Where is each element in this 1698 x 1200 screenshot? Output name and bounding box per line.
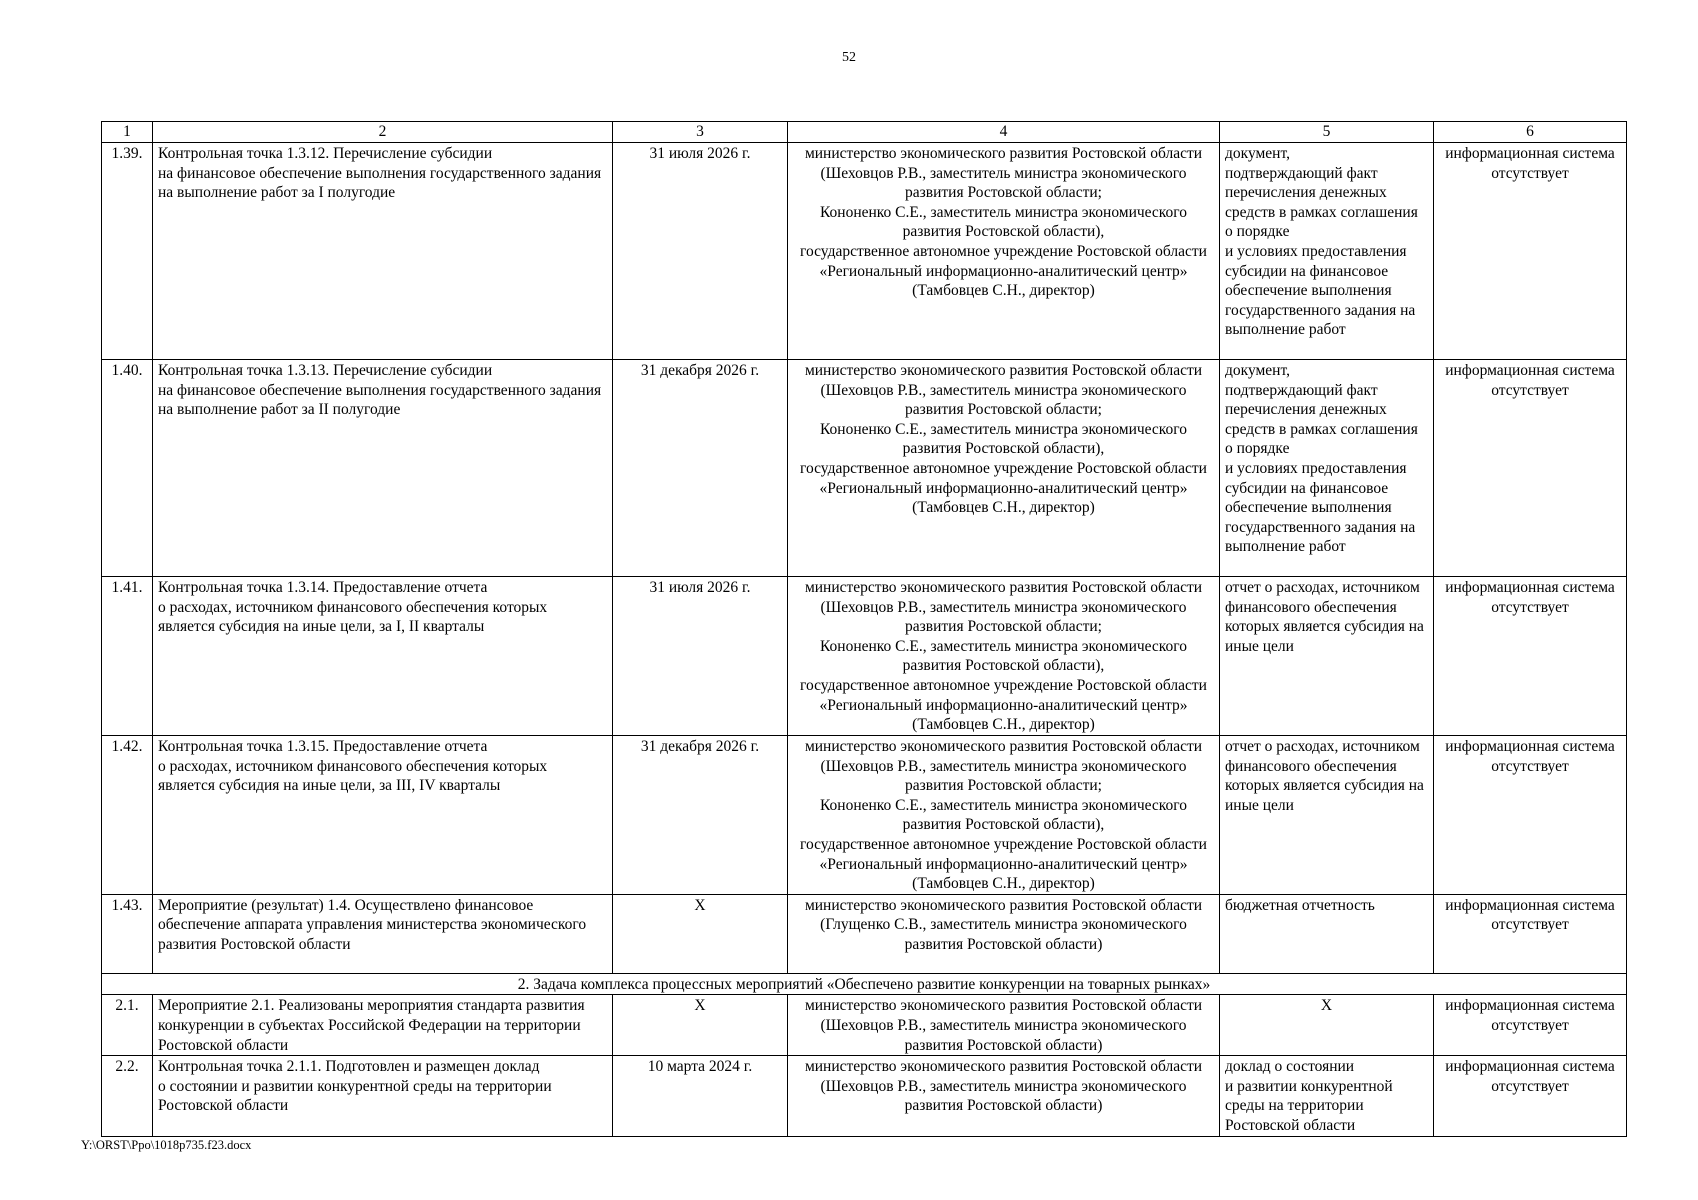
document-type: отчет о расходах, источником финансового обеспечения которых является субсидия на иные цели	[1220, 577, 1434, 736]
document-type: бюджетная отчетность	[1220, 894, 1434, 973]
deadline: 31 июля 2026 г.	[613, 577, 788, 736]
table-row	[102, 736, 1627, 895]
deadline: 31 декабря 2026 г.	[613, 736, 788, 895]
deadline: Х	[613, 995, 788, 1056]
info-system: информационная система отсутствует	[1434, 1056, 1627, 1136]
event-name: Контрольная точка 1.3.14. Предоставление отчета о расходах, источником финансового обеспечения которых является субсидия на иные цели, за I, II кварталы	[153, 577, 613, 736]
column-header: 2	[153, 122, 613, 143]
row-number: 2.1.	[102, 995, 153, 1056]
document-type: доклад о состоянии и развитии конкурентной среды на территории Ростовской области	[1220, 1056, 1434, 1136]
deadline: 31 июля 2026 г.	[613, 143, 788, 360]
responsible: министерство экономического развития Ростовской области (Глущенко С.В., заместитель министра экономического развития Ростовской области)	[788, 894, 1220, 973]
info-system: информационная система отсутствует	[1434, 360, 1627, 577]
event-name: Контрольная точка 2.1.1. Подготовлен и размещен доклад о состоянии и развитии конкурентной среды на территории Ростовской области	[153, 1056, 613, 1136]
column-header: 5	[1220, 122, 1434, 143]
file-path-footer: Y:\ORST\Ppo\1018p735.f23.docx	[81, 1138, 252, 1152]
responsible: министерство экономического развития Ростовской области (Шеховцов Р.В., заместитель министра экономического развития Ростовской области; Кононенко С.Е., заместитель министра экономического развития Ростовской области), государственное автономное учреждение Ростовской области «Региональный информационно-аналитический центр» (Тамбовцев С.Н., директор)	[788, 577, 1220, 736]
section-row	[102, 973, 1627, 995]
table-header-row	[102, 122, 1627, 143]
page-number: 52	[842, 50, 856, 65]
table-row	[102, 360, 1627, 577]
table-row	[102, 1056, 1627, 1136]
responsible: министерство экономического развития Ростовской области (Шеховцов Р.В., заместитель министра экономического развития Ростовской области)	[788, 995, 1220, 1056]
info-system: информационная система отсутствует	[1434, 577, 1627, 736]
table-row	[102, 894, 1627, 973]
events-table	[101, 121, 1627, 1137]
event-name: Мероприятие (результат) 1.4. Осуществлено финансовое обеспечение аппарата управления министерства экономического развития Ростовской области	[153, 894, 613, 973]
document-type: Х	[1220, 995, 1434, 1056]
column-header: 3	[613, 122, 788, 143]
event-name: Контрольная точка 1.3.13. Перечисление субсидии на финансовое обеспечение выполнения государственного задания на выполнение работ за II полугодие	[153, 360, 613, 577]
responsible: министерство экономического развития Ростовской области (Шеховцов Р.В., заместитель министра экономического развития Ростовской области; Кононенко С.Е., заместитель министра экономического развития Ростовской области), государственное автономное учреждение Ростовской области «Региональный информационно-аналитический центр» (Тамбовцев С.Н., директор)	[788, 736, 1220, 895]
info-system: информационная система отсутствует	[1434, 736, 1627, 895]
event-name: Контрольная точка 1.3.15. Предоставление отчета о расходах, источником финансового обеспечения которых является субсидия на иные цели, за III, IV кварталы	[153, 736, 613, 895]
info-system: информационная система отсутствует	[1434, 143, 1627, 360]
column-header: 4	[788, 122, 1220, 143]
row-number: 1.42.	[102, 736, 153, 895]
event-name: Мероприятие 2.1. Реализованы мероприятия стандарта развития конкуренции в субъектах Российской Федерации на территории Ростовской области	[153, 995, 613, 1056]
row-number: 1.39.	[102, 143, 153, 360]
info-system: информационная система отсутствует	[1434, 995, 1627, 1056]
deadline: Х	[613, 894, 788, 973]
responsible: министерство экономического развития Ростовской области (Шеховцов Р.В., заместитель министра экономического развития Ростовской области)	[788, 1056, 1220, 1136]
table-row	[102, 143, 1627, 360]
row-number: 1.40.	[102, 360, 153, 577]
responsible: министерство экономического развития Ростовской области (Шеховцов Р.В., заместитель министра экономического развития Ростовской области; Кононенко С.Е., заместитель министра экономического развития Ростовской области), государственное автономное учреждение Ростовской области «Региональный информационно-аналитический центр» (Тамбовцев С.Н., директор)	[788, 143, 1220, 360]
row-number: 1.43.	[102, 894, 153, 973]
info-system: информационная система отсутствует	[1434, 894, 1627, 973]
deadline: 10 марта 2024 г.	[613, 1056, 788, 1136]
event-name: Контрольная точка 1.3.12. Перечисление субсидии на финансовое обеспечение выполнения государственного задания на выполнение работ за I полугодие	[153, 143, 613, 360]
table-row	[102, 995, 1627, 1056]
document-type: документ, подтверждающий факт перечисления денежных средств в рамках соглашения о порядке и условиях предоставления субсидии на финансовое обеспечение выполнения государственного задания на выполнение работ	[1220, 360, 1434, 577]
row-number: 1.41.	[102, 577, 153, 736]
document-type: отчет о расходах, источником финансового обеспечения которых является субсидия на иные цели	[1220, 736, 1434, 895]
responsible: министерство экономического развития Ростовской области (Шеховцов Р.В., заместитель министра экономического развития Ростовской области; Кононенко С.Е., заместитель министра экономического развития Ростовской области), государственное автономное учреждение Ростовской области «Региональный информационно-аналитический центр» (Тамбовцев С.Н., директор)	[788, 360, 1220, 577]
section-title: 2. Задача комплекса процессных мероприятий «Обеспечено развитие конкуренции на товарных рынках»	[102, 973, 1627, 995]
deadline: 31 декабря 2026 г.	[613, 360, 788, 577]
column-header: 1	[102, 122, 153, 143]
row-number: 2.2.	[102, 1056, 153, 1136]
column-header: 6	[1434, 122, 1627, 143]
document-type: документ, подтверждающий факт перечисления денежных средств в рамках соглашения о порядке и условиях предоставления субсидии на финансовое обеспечение выполнения государственного задания на выполнение работ	[1220, 143, 1434, 360]
table-row	[102, 577, 1627, 736]
